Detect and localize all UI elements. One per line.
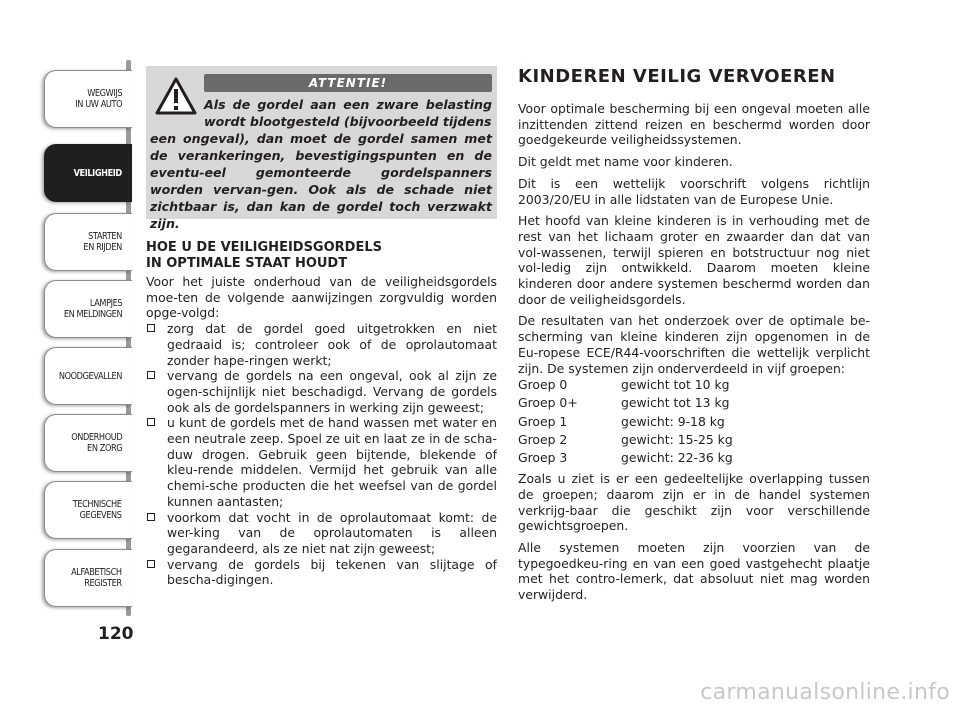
section-heading: HOE U DE VEILIGHEIDSGORDELS IN OPTIMALE STAAT HOUDT (146, 240, 382, 271)
checkbox-bullet-icon (147, 371, 155, 379)
maintenance-list (146, 321, 497, 588)
group-name: Groep 1 (518, 413, 568, 429)
table-row (518, 394, 870, 412)
tab-label: LAMPJES EN MELDINGEN (63, 298, 122, 320)
list-item-text: vervang de gordels bij tekenen van slijtage of bescha-digingen. (167, 556, 497, 588)
list-item (146, 368, 497, 415)
tab-lampjes[interactable] (44, 280, 132, 338)
tab-label: VEILIGHEID (73, 167, 122, 179)
warning-text-rest: een ongeval), dan moet de gordel samen met de verankeringen, bevestigingspunten en de eventu-eel gemonteerde gordelspanners worden vervan-gen. Ook als de schade niet zichtbaar is, dan kan de gordel toch verzwakt zijn. (150, 131, 492, 231)
paragraph: Zoals u ziet is er een gedeeltelijke overlapping tussen de groepen; daarom zijn er in de handel systemen verkrijg-baar die geschikt zijn voor verschillende gewichtsgroepen. (518, 471, 870, 534)
list-item (146, 415, 497, 509)
list-item (146, 321, 497, 368)
table-row (518, 431, 870, 449)
right-column (518, 66, 870, 609)
weight-groups-table (518, 376, 870, 467)
list-item-text: zorg dat de gordel goed uitgetrokken en niet gedraaid is; controleer ook of de oprolautomaat zonder hape-ringen werkt; (167, 321, 497, 368)
list-item (146, 510, 497, 557)
section-intro: Voor het juiste onderhoud van de veiligheidsgordels moe-ten de volgende aanwijzingen zorgvuldig worden opge-volgd: (146, 274, 497, 321)
page-title: KINDEREN VEILIG VERVOEREN (518, 66, 836, 87)
paragraph: Het hoofd van kleine kinderen is in verhouding met de rest van het lichaam groter en zwaarder dan dat van vol-wassenen, terwijl spieren en botstructuur nog niet vol-ledig zijn ontwikkeld. Daarom moeten kleine kinderen door andere systemen beschermd worden dan door de veiligheidsgordels. (518, 213, 870, 307)
group-name: Groep 2 (518, 431, 568, 447)
tab-noodgevallen[interactable] (44, 347, 132, 405)
tab-label: TECHNISCHE GEGEVENS (73, 499, 122, 521)
group-weight: gewicht: 15-25 kg (621, 431, 733, 447)
left-column (146, 240, 497, 588)
tab-label: ONDERHOUD EN ZORG (70, 432, 122, 454)
list-item-text: u kunt de gordels met de hand wassen met water en een neutrale zeep. Spoel ze uit en laat ze in de scha-duw drogen. Gebruik geen bijtende, blekende of kleu-rende middelen. Vermijd het gebruik van alle chemi-sche producten die het weefsel van de gordel kunnen aantasten; (167, 415, 497, 509)
checkbox-bullet-icon (147, 324, 155, 332)
tab-label: STARTEN EN RIJDEN (83, 231, 122, 253)
group-weight: gewicht: 9-18 kg (621, 413, 725, 429)
group-weight: gewicht tot 10 kg (621, 377, 730, 393)
table-row (518, 376, 870, 394)
checkbox-bullet-icon (147, 560, 155, 568)
list-item-text: vervang de gordels na een ongeval, ook al zijn ze ogen-schijnlijk niet beschadigd. Vervang de gordels ook als de gordelspanners in werking zijn geweest; (167, 368, 497, 415)
warning-text-start: Als de gordel aan een zware belasting wordt blootgesteld (bijvoorbeeld tijdens (204, 97, 492, 129)
checkbox-bullet-icon (147, 513, 155, 521)
warning-box (146, 66, 497, 231)
paragraph: Dit is een wettelijk voorschrift volgens richtlijn 2003/20/EU in alle lidstaten van de Europese Unie. (518, 175, 870, 207)
paragraph: De resultaten van het onderzoek over de optimale be-scherming van kleine kinderen zijn opgenomen in de Eu-ropese ECE/R44-voorschriften die wettelijk verplicht zijn. De systemen zijn onderverdeeld in vijf groepen: (518, 313, 870, 376)
checkbox-bullet-icon (147, 418, 155, 426)
warning-triangle-icon (155, 77, 197, 115)
tab-technische[interactable] (44, 481, 132, 539)
group-name: Groep 0 (518, 377, 568, 393)
list-item-text: voorkom dat vocht in de oprolautomaat komt: de wer-king van de oprolautomaten is alleen gegarandeerd, als ze niet nat zijn geweest; (167, 509, 497, 556)
tab-label: WEGWIJS IN UW AUTO (75, 88, 122, 110)
group-weight: gewicht tot 13 kg (621, 395, 730, 411)
tab-starten[interactable] (44, 213, 132, 271)
list-item (146, 557, 497, 588)
group-name: Groep 3 (518, 450, 568, 466)
page-number: 120 (98, 624, 134, 644)
paragraph: Dit geldt met name voor kinderen. (518, 154, 733, 170)
chapter-sidebar (0, 0, 140, 709)
tab-label: NOODGEVALLEN (58, 370, 122, 382)
watermark: carmanualsonline.info (700, 680, 950, 705)
table-row (518, 449, 870, 467)
tab-alfabetisch[interactable] (44, 549, 132, 607)
group-weight: gewicht: 22-36 kg (621, 450, 733, 466)
tab-wegwijs[interactable] (44, 70, 132, 128)
paragraph: Alle systemen moeten zijn voorzien van de typegoedkeu-ring en van een goed vastgehecht plaatje met het contro-lemerk, dat absoluut niet mag worden verwijderd. (518, 540, 870, 603)
tab-veiligheid[interactable] (44, 144, 132, 202)
group-name: Groep 0+ (518, 395, 578, 411)
tab-label: ALFABETISCH REGISTER (71, 567, 122, 589)
paragraph: Voor optimale bescherming bij een ongeval moeten alle inzittenden zittend reizen en beschermd worden door goedgekeurde veiligheidssystemen. (518, 101, 870, 148)
table-row (518, 413, 870, 431)
warning-header: ATTENTIE! (204, 74, 492, 92)
tab-onderhoud[interactable] (44, 414, 132, 472)
